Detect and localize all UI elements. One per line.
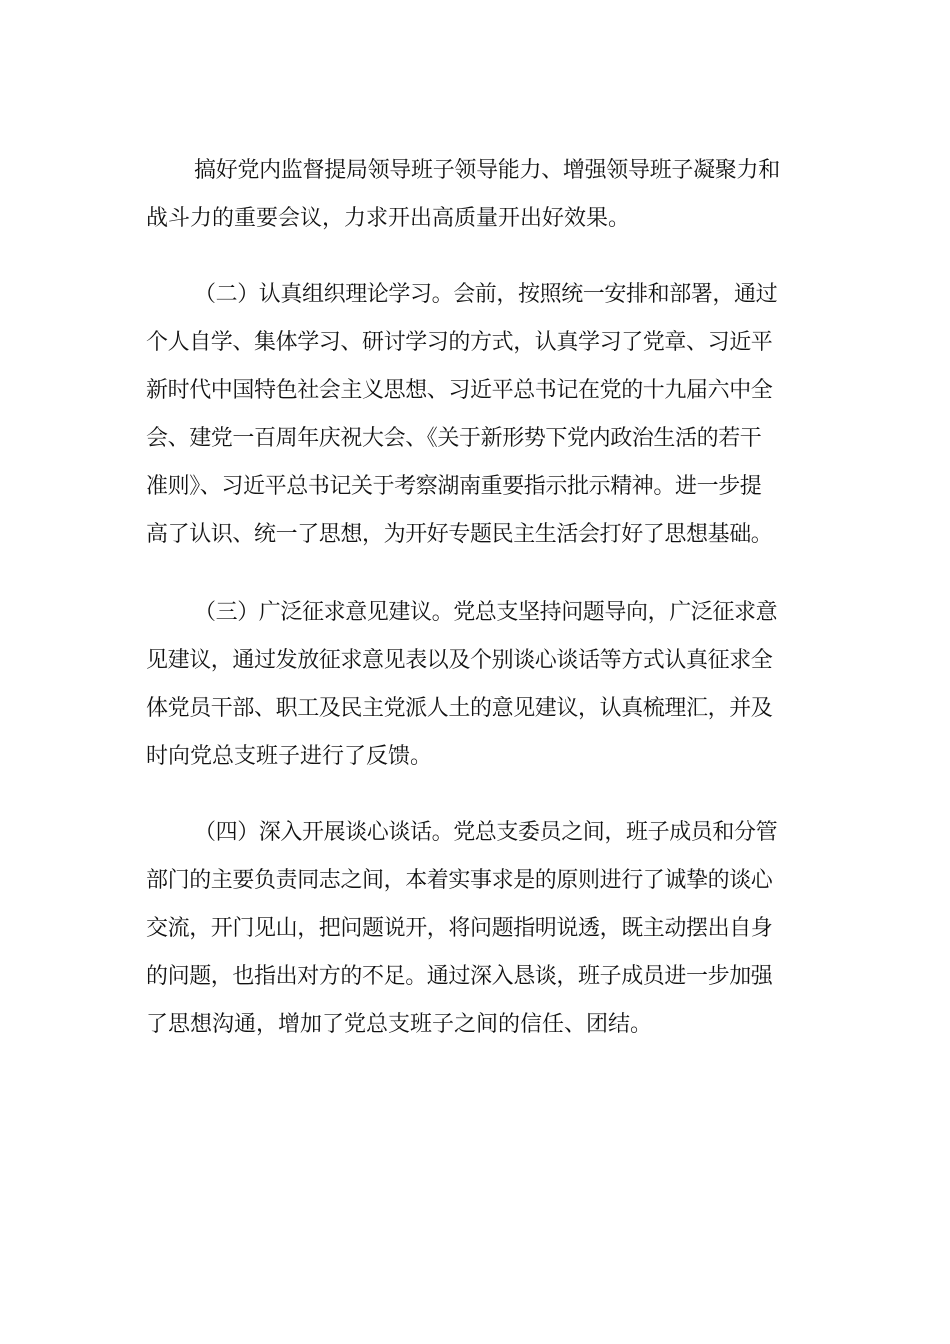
paragraph-4-line-2: 部门的主要负责同志之间，本着实事求是的原则进行了诚挚的谈心 bbox=[146, 868, 773, 893]
paragraph-2-line-2: 个人自学、集体学习、研讨学习的方式，认真学习了党章、习近平 bbox=[146, 330, 773, 355]
paragraph-3-line-2: 见建议，通过发放征求意见表以及个别谈心谈话等方式认真征求全 bbox=[146, 648, 773, 673]
paragraph-4-line-4: 的问题，也指出对方的不足。通过深入恳谈，班子成员进一步加强 bbox=[146, 964, 773, 989]
paragraph-1-line-2: 战斗力的重要会议，力求开出高质量开出好效果。 bbox=[146, 206, 631, 231]
paragraph-2-line-6: 高了认识、统一了思想，为开好专题民主生活会打好了思想基础。 bbox=[146, 522, 773, 547]
paragraph-3-line-3: 体党员干部、职工及民主党派人土的意见建议，认真梳理汇，并及 bbox=[146, 696, 773, 721]
paragraph-3-line-4: 时向党总支班子进行了反馈。 bbox=[146, 744, 433, 769]
paragraph-4-line-3: 交流，开门见山，把问题说开，将问题指明说透，既主动摆出自身 bbox=[146, 916, 773, 941]
paragraph-4-line-1: （四）深入开展谈心谈话。党总支委员之间，班子成员和分管 bbox=[194, 820, 778, 845]
paragraph-3-line-1: （三）广泛征求意见建议。党总支坚持问题导向，广泛征求意 bbox=[194, 600, 778, 625]
paragraph-2-line-4: 会、建党一百周年庆祝大会、《关于新形势下党内政治生活的若干 bbox=[146, 426, 762, 451]
paragraph-1-line-1: 搞好党内监督提局领导班子领导能力、增强领导班子凝聚力和 bbox=[194, 158, 780, 183]
paragraph-2-line-5: 准则》、习近平总书记关于考察湖南重要指示批示精神。进一步提 bbox=[146, 474, 762, 499]
paragraph-4-line-5: 了思想沟通，增加了党总支班子之间的信任、团结。 bbox=[146, 1012, 653, 1037]
paragraph-2-line-1: （二）认真组织理论学习。会前，按照统一安排和部署，通过 bbox=[194, 282, 778, 307]
paragraph-2-line-3: 新时代中国特色社会主义思想、习近平总书记在党的十九届六中全 bbox=[146, 378, 773, 403]
